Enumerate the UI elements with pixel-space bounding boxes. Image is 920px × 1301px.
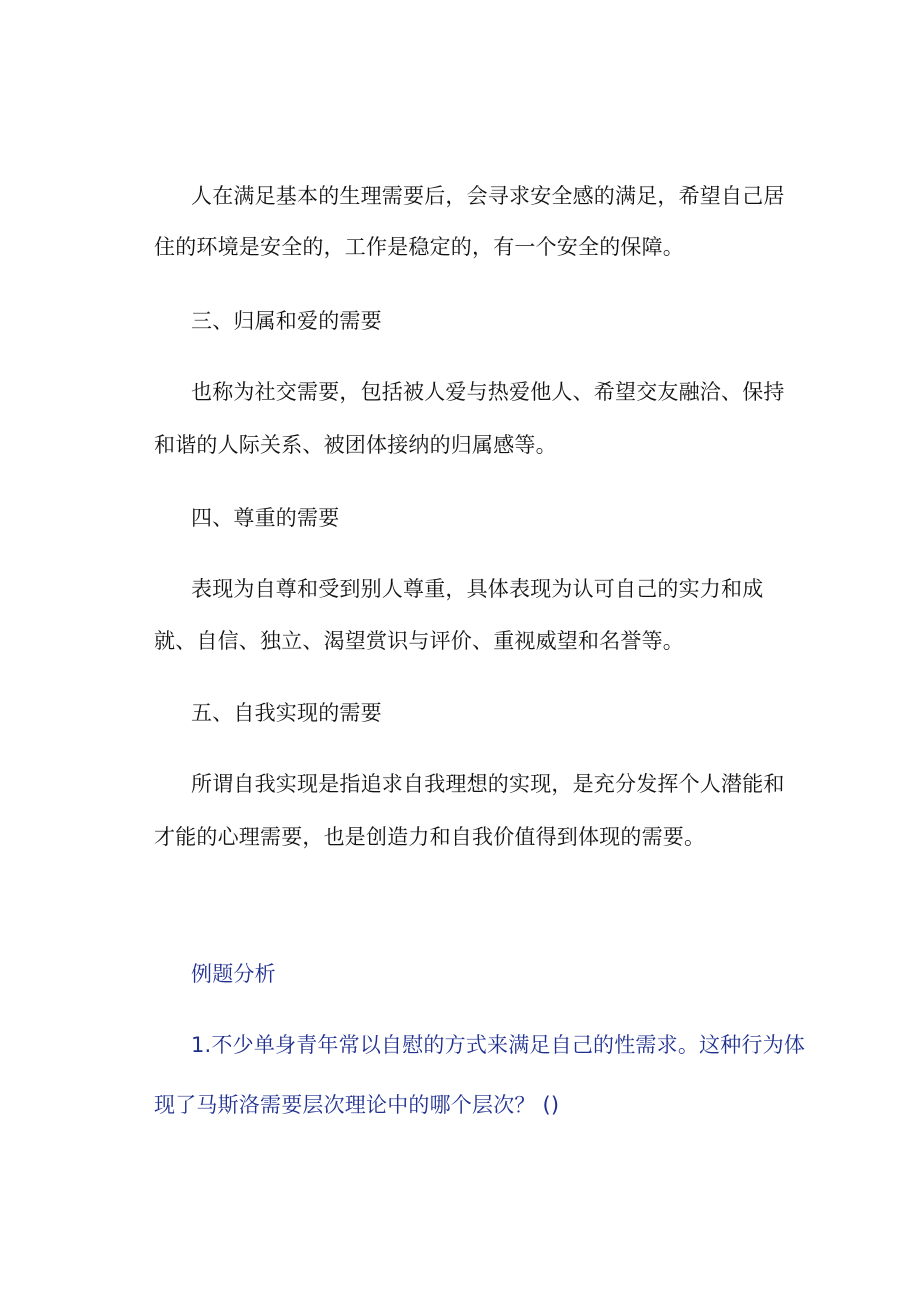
heading-self-actualization: 五、自我实现的需要 <box>191 701 382 725</box>
paragraph-self-actualization-line-2: 才能的心理需要，也是创造力和自我价值得到体现的需要。 <box>154 825 706 849</box>
paragraph-safety-line-2: 住的环境是安全的，工作是稳定的，有一个安全的保障。 <box>154 235 684 259</box>
paragraph-safety-line-1: 人在满足基本的生理需要后，会寻求安全感的满足，希望自己居 <box>191 184 785 208</box>
paragraph-belonging-line-1: 也称为社交需要，包括被人爱与热爱他人、希望交友融洽、保持 <box>191 380 785 404</box>
paragraph-esteem-line-2: 就、自信、独立、渴望赏识与评价、重视威望和名誉等。 <box>154 629 684 653</box>
heading-esteem: 四、尊重的需要 <box>191 506 340 530</box>
paragraph-self-actualization-line-1: 所谓自我实现是指追求自我理想的实现，是充分发挥个人潜能和 <box>191 772 785 796</box>
example-heading: 例题分析 <box>191 962 276 986</box>
example-question-line-1: 1.不少单身青年常以自慰的方式来满足自己的性需求。这种行为体 <box>191 1033 806 1057</box>
paragraph-esteem-line-1: 表现为自尊和受到别人尊重，具体表现为认可自己的实力和成 <box>191 577 764 601</box>
heading-belonging: 三、归属和爱的需要 <box>191 309 382 333</box>
paragraph-belonging-line-2: 和谐的人际关系、被团体接纳的归属感等。 <box>154 433 557 457</box>
example-question-line-2: 现了马斯洛需要层次理论中的哪个层次？ () <box>154 1093 560 1117</box>
